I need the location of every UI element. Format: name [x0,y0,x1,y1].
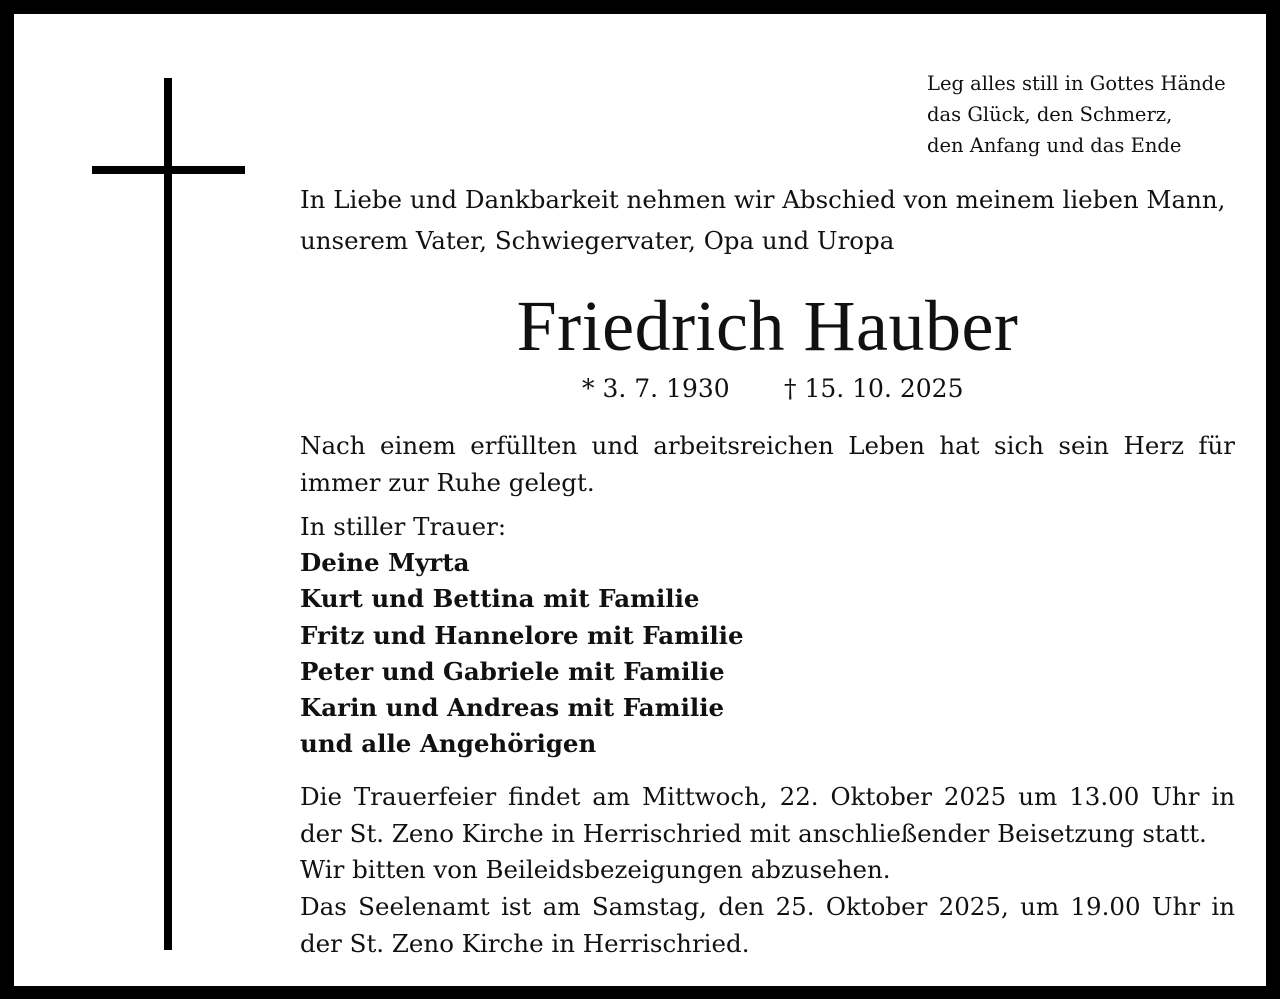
motto-line: das Glück, den Schmerz, [927,103,1173,126]
mourners-list [300,545,744,763]
birth-date: * 3. 7. 1930 [582,374,730,403]
condolence-note: Wir bitten von Beileidsbezeigungen abzusehen. [300,855,891,884]
funeral-info [300,779,1235,889]
funeral-service-text: Die Trauerfeier findet am Mittwoch, 22. Oktober 2025 um 13.00 Uhr in der St. Zeno Kirche in Herrischried mit anschließender Beisetzung statt. [300,782,1235,848]
mourner-name: Kurt und Bettina mit Familie [300,584,700,614]
requiem-info [300,889,1235,962]
intro-line: In Liebe und Dankbarkeit nehmen wir Abschied von meinem lieben Mann, [300,185,1226,214]
requiem-text: Das Seelenamt ist am Samstag, den 25. Oktober 2025, um 19.00 Uhr in der St. Zeno Kirche in Herrischried. [300,892,1235,958]
death-date: † 15. 10. 2025 [784,374,964,403]
deceased-name: Friedrich Hauber [516,286,1019,366]
mourner-name: Fritz und Hannelore mit Familie [300,620,744,650]
mourner-name: Deine Myrta [300,548,470,577]
cross-icon-crossbar [92,166,245,174]
mourner-name: Peter und Gabriele mit Familie [300,656,725,686]
intro-text [300,179,1235,261]
motto-line: den Anfang und das Ende [927,134,1182,157]
mourner-name: Karin und Andreas mit Familie [300,693,725,723]
intro-line: unserem Vater, Schwiegervater, Opa und Uropa [300,226,895,255]
cross-icon [164,78,172,950]
mourning-label: In stiller Trauer: [300,512,507,541]
mourner-name: und alle Angehörigen [300,729,597,759]
motto-line: Leg alles still in Gottes Hände [927,72,1226,95]
life-statement: Nach einem erfüllten und arbeitsreichen Leben hat sich sein Herz für immer zur Ruhe gelegt. [300,431,1235,497]
motto-verse [927,68,1226,161]
